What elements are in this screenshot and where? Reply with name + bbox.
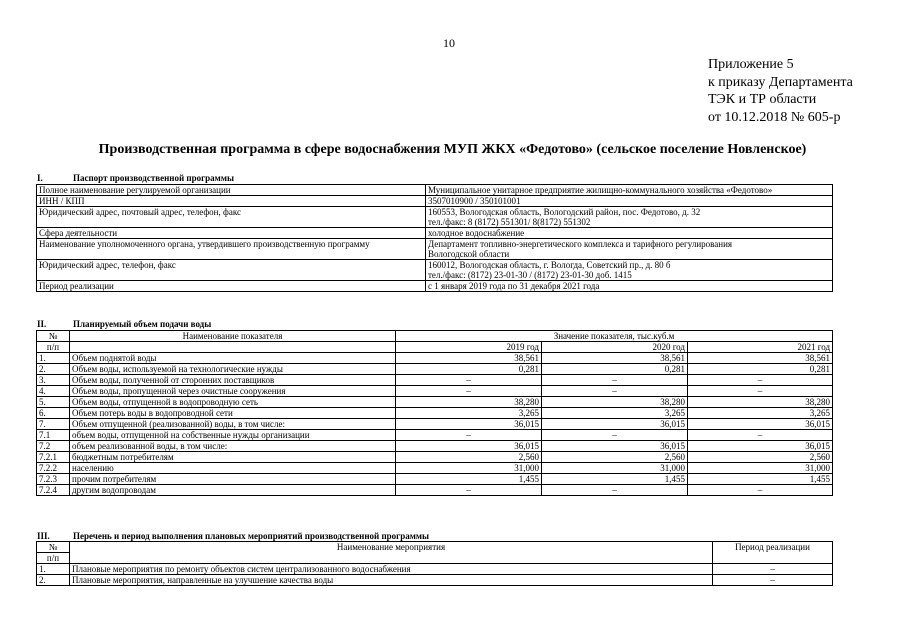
row-name: Объем воды, используемой на технологические нужды (70, 364, 396, 375)
table-row (37, 452, 833, 463)
row-name: Объем потерь воды в водопроводной сети (70, 408, 396, 419)
row-name: населению (70, 463, 396, 474)
row-number: 2. (37, 364, 70, 375)
section-title: Перечень и период выполнения плановых мероприятий производственной программы (73, 531, 430, 541)
passport-label: Период реализации (37, 281, 426, 292)
table-row (37, 408, 833, 419)
passport-value-line: 160553, Вологодская область, Вологодский район, пос. Федотово, д. 32 (428, 207, 701, 217)
row-value: – (396, 386, 542, 397)
appendix-line: Приложение 5 (708, 57, 794, 72)
water-volume-table (36, 330, 833, 496)
passport-label: Сфера деятельности (37, 228, 426, 239)
header-empty (70, 342, 396, 353)
passport-value (426, 260, 833, 281)
row-value: – (542, 386, 688, 397)
row-value: 2,560 (688, 452, 833, 463)
row-value: 31,000 (396, 463, 542, 474)
table-row (37, 353, 833, 364)
passport-row (37, 196, 833, 207)
table-row (37, 564, 833, 575)
passport-value-line: тел./факс: 8 (8172) 551301/ 8(8172) 551302 (428, 217, 591, 227)
passport-value (426, 207, 833, 228)
appendix-line: от 10.12.2018 № 605-р (708, 109, 841, 125)
row-value: 36,015 (396, 441, 542, 452)
passport-value-line: холодное водоснабжение (428, 228, 525, 238)
row-value: – (542, 485, 688, 496)
row-number: 7.2 (37, 441, 70, 452)
appendix-header (708, 56, 853, 126)
row-value: 3,265 (396, 408, 542, 419)
passport-label: Полное наименование регулируемой организации (37, 185, 426, 196)
row-name: Объем поднятой воды (70, 353, 396, 364)
passport-row (37, 260, 833, 281)
passport-value-line: Муниципальное унитарное предприятие жилищно-коммунального хозяйства «Федотово» (428, 185, 773, 195)
row-value: 2,560 (396, 452, 542, 463)
table-row (37, 375, 833, 386)
passport-row (37, 228, 833, 239)
row-value: 1,455 (542, 474, 688, 485)
passport-table (36, 184, 833, 292)
row-number: 7.2.2 (37, 463, 70, 474)
section-number: II. (37, 319, 47, 329)
row-value: – (688, 386, 833, 397)
row-number: 2. (37, 575, 70, 586)
table-row (37, 419, 833, 430)
page-number: 10 (443, 36, 455, 50)
measures-table (36, 541, 833, 586)
section-2-heading (37, 319, 211, 329)
row-value: 36,015 (688, 441, 833, 452)
header-year: 2019 год (396, 342, 542, 353)
row-name: прочим потребителям (70, 474, 396, 485)
row-value: – (688, 430, 833, 441)
row-value: 1,455 (688, 474, 833, 485)
row-number: 7.2.4 (37, 485, 70, 496)
row-value: – (688, 375, 833, 386)
section-1-heading (37, 173, 234, 183)
table-header-row (37, 342, 833, 353)
appendix-line: к приказу Департамента (708, 74, 853, 90)
row-value: 0,281 (542, 364, 688, 375)
row-value: 38,280 (396, 397, 542, 408)
table-header-row (37, 542, 833, 553)
row-name: другим водопроводам (70, 485, 396, 496)
row-value: 31,000 (542, 463, 688, 474)
row-value: 36,015 (396, 419, 542, 430)
header-pp: п/п (37, 342, 70, 353)
row-number: 1. (37, 564, 70, 575)
header-year: 2021 год (688, 342, 833, 353)
row-name: Плановые мероприятия по ремонту объектов систем централизованного водоснабжения (70, 564, 713, 575)
row-value: 0,281 (396, 364, 542, 375)
header-no: № (37, 542, 70, 553)
row-value: 38,280 (542, 397, 688, 408)
table-row (37, 474, 833, 485)
section-number: III. (37, 531, 50, 541)
passport-label: Юридический адрес, почтовый адрес, телефон, факс (37, 207, 426, 228)
row-number: 1. (37, 353, 70, 364)
row-name: Объем воды, пропущенной через очистные сооружения (70, 386, 396, 397)
table-row (37, 397, 833, 408)
row-name: Плановые мероприятия, направленные на улучшение качества воды (70, 575, 713, 586)
section-3-heading (37, 531, 429, 541)
row-number: 7.2.3 (37, 474, 70, 485)
row-number: 4. (37, 386, 70, 397)
row-value: 3,265 (542, 408, 688, 419)
table-row (37, 364, 833, 375)
row-name: Объем воды, отпущенной в водопроводную сеть (70, 397, 396, 408)
passport-value (426, 196, 833, 207)
passport-value-line: Вологодской области (428, 249, 510, 259)
row-value: – (396, 375, 542, 386)
table-row (37, 463, 833, 474)
row-number: 5. (37, 397, 70, 408)
header-year: 2020 год (542, 342, 688, 353)
row-number: 7.1 (37, 430, 70, 441)
row-period: – (713, 575, 833, 586)
row-value: 36,015 (542, 419, 688, 430)
header-value: Значение показателя, тыс.куб.м (396, 331, 833, 342)
passport-row (37, 239, 833, 260)
passport-label: Юридический адрес, телефон, факс (37, 260, 426, 281)
header-no: № (37, 331, 70, 342)
passport-value-line: тел./факс: (8172) 23-01-30 / (8172) 23-01-30 доб. 1415 (428, 270, 632, 280)
passport-row (37, 185, 833, 196)
passport-value-line: Департамент топливно-энергетического комплекса и тарифного регулирования (428, 239, 733, 249)
header-pp: п/п (37, 553, 70, 564)
table-row (37, 386, 833, 397)
row-value: – (542, 375, 688, 386)
section-title: Паспорт производственной программы (73, 173, 234, 183)
passport-value-line: с 1 января 2019 года по 31 декабря 2021 года (428, 281, 600, 291)
row-name: Объем воды, полученной от сторонних поставщиков (70, 375, 396, 386)
row-name: объем воды, отпущенной на собственные нужды организации (70, 430, 396, 441)
row-number: 7.2.1 (37, 452, 70, 463)
passport-label: Наименование уполномоченного органа, утвердившего производственную программу (37, 239, 426, 260)
passport-value (426, 239, 833, 260)
section-title: Планируемый объем подачи воды (73, 319, 212, 329)
header-name: Наименование мероприятия (70, 542, 713, 564)
passport-value (426, 281, 833, 292)
row-number: 3. (37, 375, 70, 386)
header-name: Наименование показателя (70, 331, 396, 342)
row-value: 0,281 (688, 364, 833, 375)
table-header-row (37, 331, 833, 342)
passport-row (37, 281, 833, 292)
row-value: – (542, 430, 688, 441)
passport-value-line: 160012, Вологодская область, г. Вологда, Советский пр., д. 80 б (428, 260, 671, 270)
table-row (37, 441, 833, 452)
section-number: I. (37, 173, 43, 183)
row-value: 2,560 (542, 452, 688, 463)
row-value: 31,000 (688, 463, 833, 474)
document-title: Производственная программа в сфере водоснабжения МУП ЖКХ «Федотово» (сельское поселение Новленское) (98, 142, 807, 157)
passport-value (426, 228, 833, 239)
row-value: 38,561 (396, 353, 542, 364)
row-value: 38,561 (542, 353, 688, 364)
row-value: – (396, 485, 542, 496)
passport-label: ИНН / КПП (37, 196, 426, 207)
appendix-line: ТЭК и ТР области (708, 92, 817, 107)
row-name: объем реализованной воды, в том числе: (70, 441, 396, 452)
header-period: Период реализации (713, 542, 833, 564)
passport-row (37, 207, 833, 228)
row-value: 36,015 (688, 419, 833, 430)
row-name: бюджетным потребителям (70, 452, 396, 463)
row-number: 6. (37, 408, 70, 419)
table-row (37, 575, 833, 586)
row-period: – (713, 564, 833, 575)
passport-value-line: 3507010900 / 350101001 (428, 196, 521, 206)
row-value: 3,265 (688, 408, 833, 419)
row-value: – (688, 485, 833, 496)
row-value: 1,455 (396, 474, 542, 485)
table-row (37, 485, 833, 496)
row-value: 38,561 (688, 353, 833, 364)
row-name: Объем отпущенной (реализованной) воды, в том числе: (70, 419, 396, 430)
row-value: 38,280 (688, 397, 833, 408)
row-value: 36,015 (542, 441, 688, 452)
row-number: 7. (37, 419, 70, 430)
passport-value (426, 185, 833, 196)
row-value: – (396, 430, 542, 441)
table-row (37, 430, 833, 441)
